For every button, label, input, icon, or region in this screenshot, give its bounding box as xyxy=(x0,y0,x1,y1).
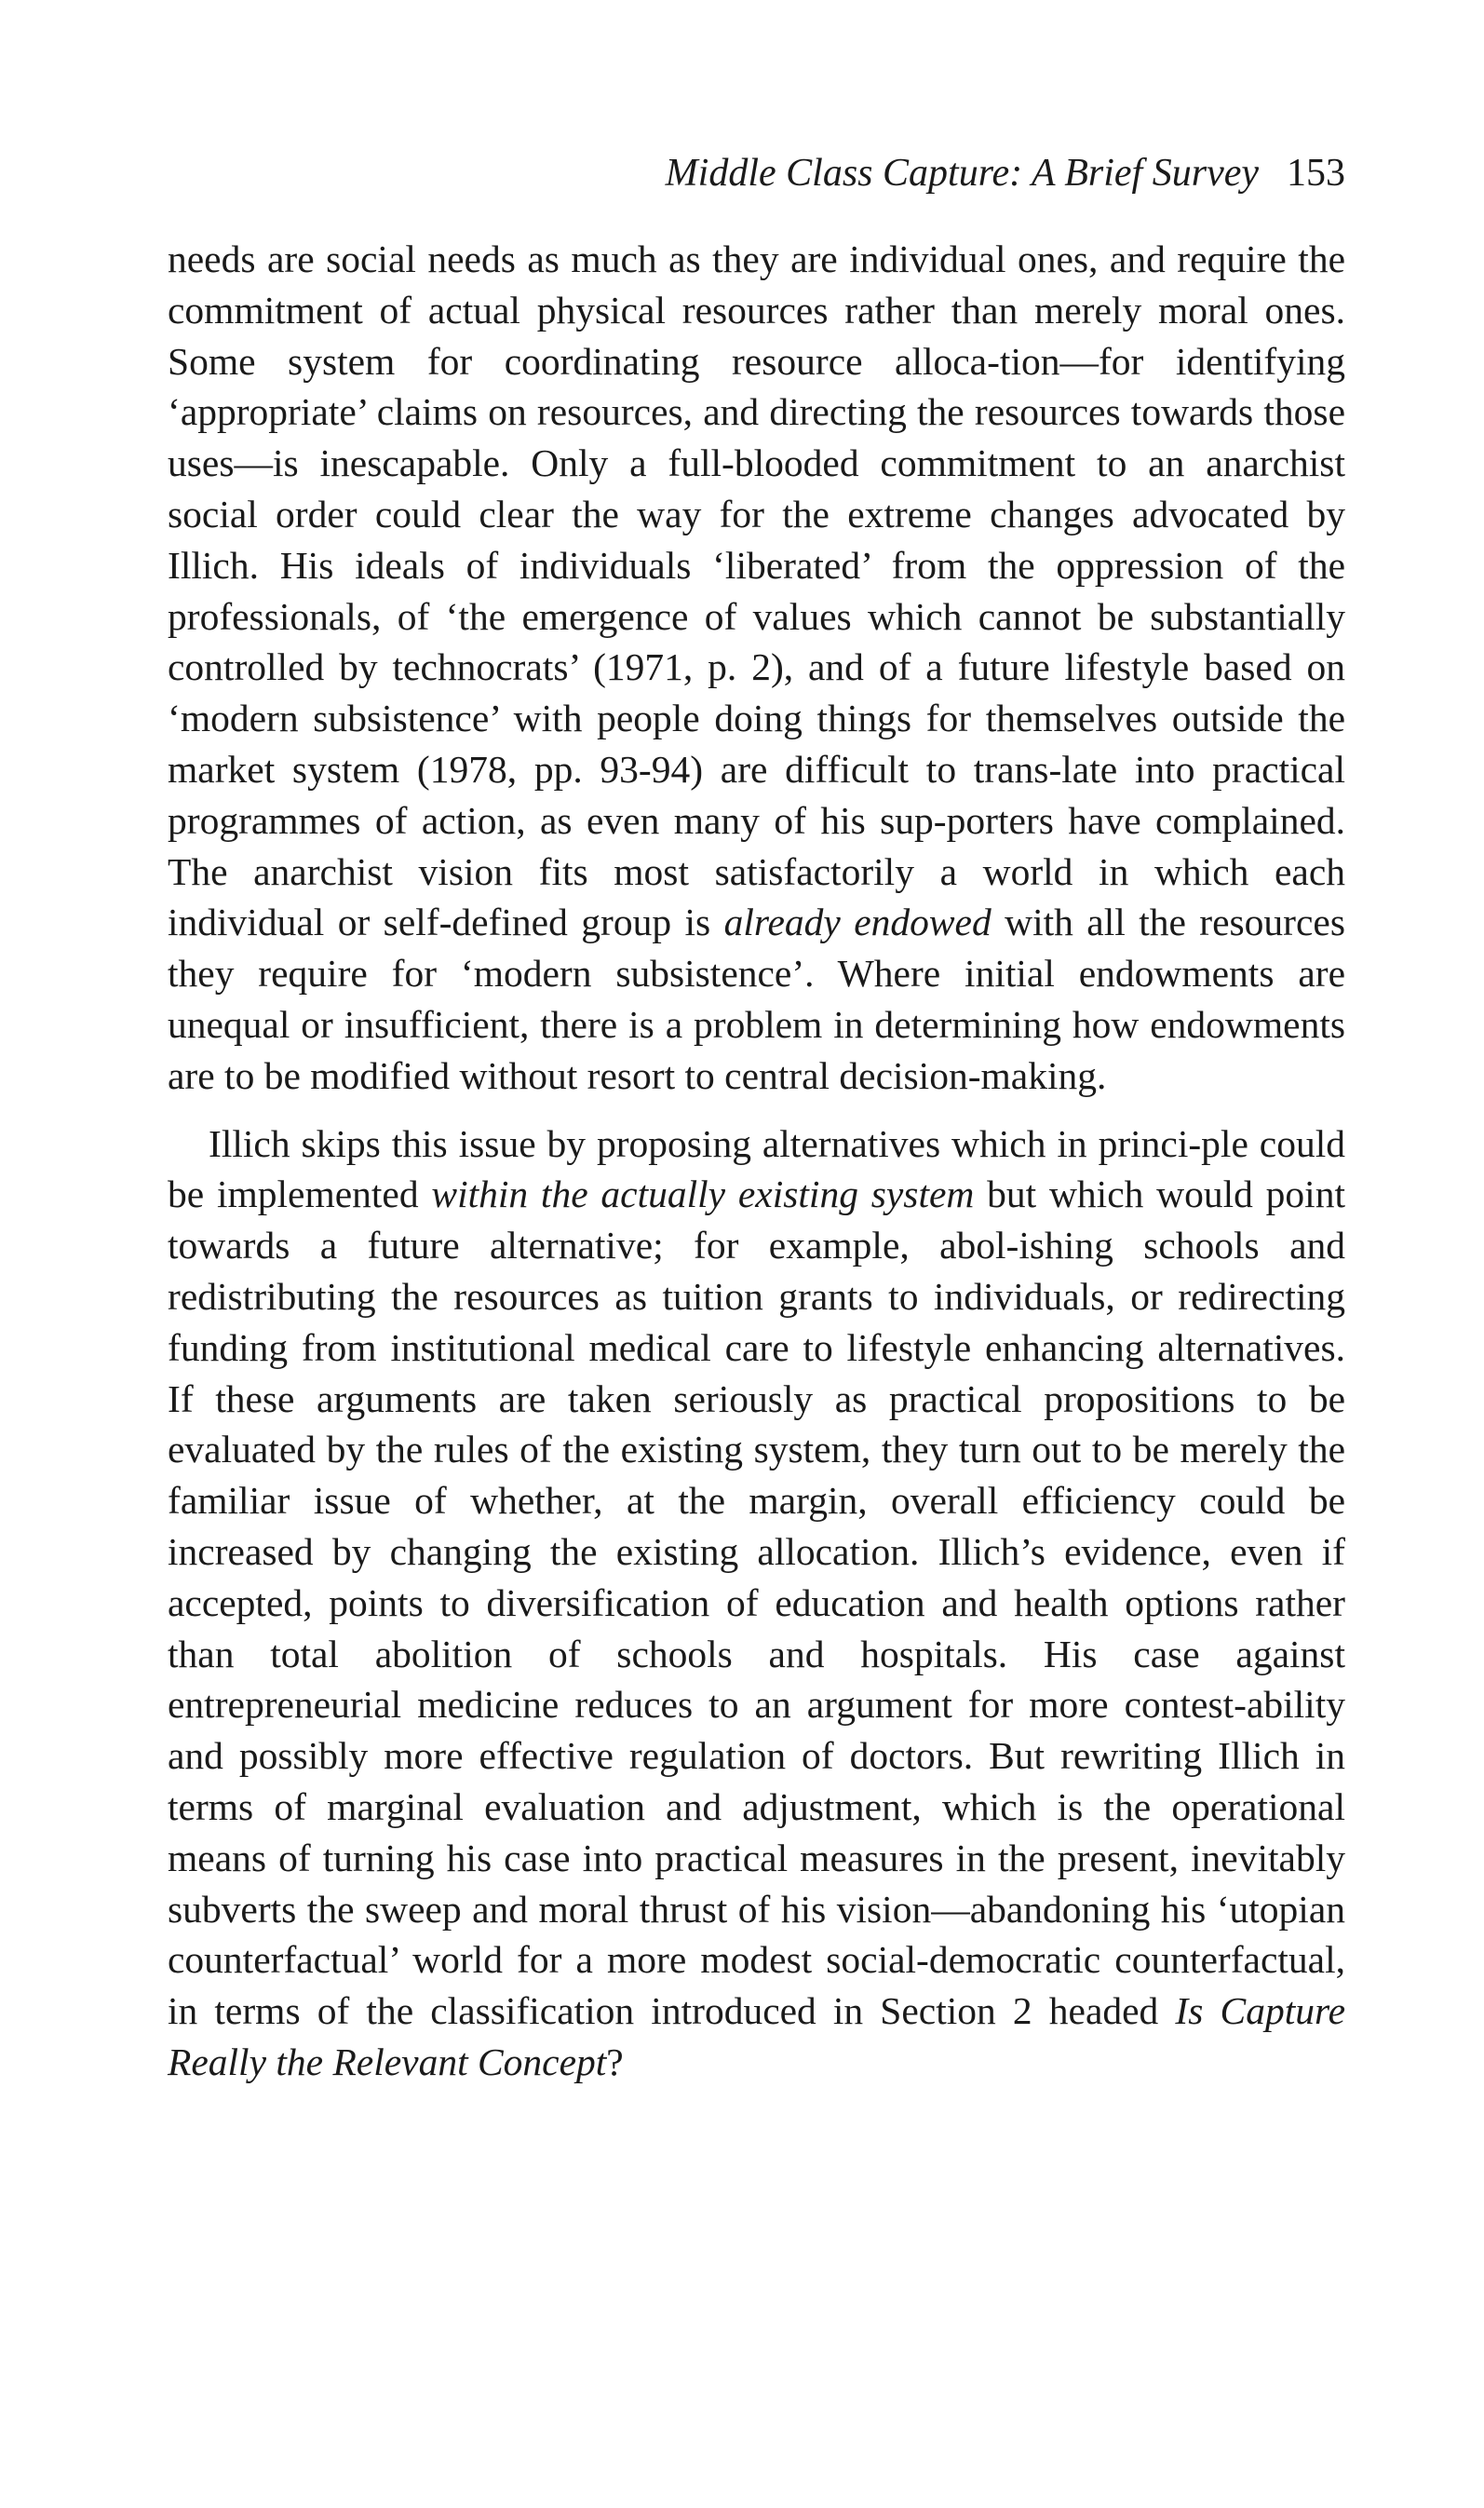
paragraph-1-emphasis: already endowed xyxy=(723,901,992,944)
paragraph-2-text-b: but which would point towards a future alternative; for example, abol-ishing schools and redistributing the resources as tuition grants to individuals, or redirecting funding from institutional medical care to lifestyle enhancing alternatives. If these arguments are taken seriously as practical propositions to be evaluated by the rules of the existing system, they turn out to be merely the familiar issue of whether, at the margin, overall efficiency could be increased by changing the existing allocation. Illich’s evidence, even if accepted, points to diversification of education and health options rather than total abolition of schools and hospitals. His case against entrepreneurial medicine reduces to an argument for more contest-ability and possibly more effective regulation of doctors. But rewriting Illich in terms of marginal evaluation and adjustment, which is the operational means of turning his case into practical measures in the present, inevitably subverts the sweep and moral thrust of his vision—abandoning his ‘utopian counterfactual’ world for a more modest social-democratic counterfactual, in terms of the classification introduced in Section 2 headed xyxy=(168,1173,1345,2033)
paragraph-2 xyxy=(168,1118,1345,2088)
page-number: 153 xyxy=(1287,152,1345,195)
running-head-title: Middle Class Capture: A Brief Survey xyxy=(665,152,1259,195)
running-head xyxy=(168,147,1345,199)
paragraph-2-emphasis: within the actually existing system xyxy=(431,1173,975,1216)
paragraph-2-text-c: ? xyxy=(606,2040,624,2083)
paragraph-1-text-a: needs are social needs as much as they are individual ones, and require the commitment of actual physical resources rather than merely moral ones. Some system for coordinating resource alloca-tion—for identifying ‘appropriate’ claims on resources, and directing the resources towards those uses—is inescapable. Only a full-blooded commitment to an anarchist social order could clear the way for the extreme changes advocated by Illich. His ideals of individuals ‘liberated’ from the oppression of the professionals, of ‘the emergence of values which cannot be substantially controlled by technocrats’ (1971, p. 2), and of a future lifestyle based on ‘modern subsistence’ with people doing things for themselves outside the market system (1978, pp. 93-94) are difficult to trans-late into practical programmes of action, as even many of his sup-porters have complained. The anarchist vision fits most satisfactorily a world in which each individual or self-defined group is xyxy=(168,237,1345,944)
paragraph-1 xyxy=(168,234,1345,1102)
paragraph-1-text-b: with all the resources they require for ‘modern subsistence’. Where initial endowments are unequal or insufficient, there is a problem in determining how endowments are to be modified without resort to central decision-making. xyxy=(168,901,1345,1097)
paragraph-2-section-title: Is Capture Really the Relevant Concept xyxy=(168,1989,1346,2083)
body-text xyxy=(168,234,1345,2088)
paragraph-2-text-a: Illich skips this issue by proposing alternatives which in princi-ple could be implemented xyxy=(168,1121,1345,1216)
